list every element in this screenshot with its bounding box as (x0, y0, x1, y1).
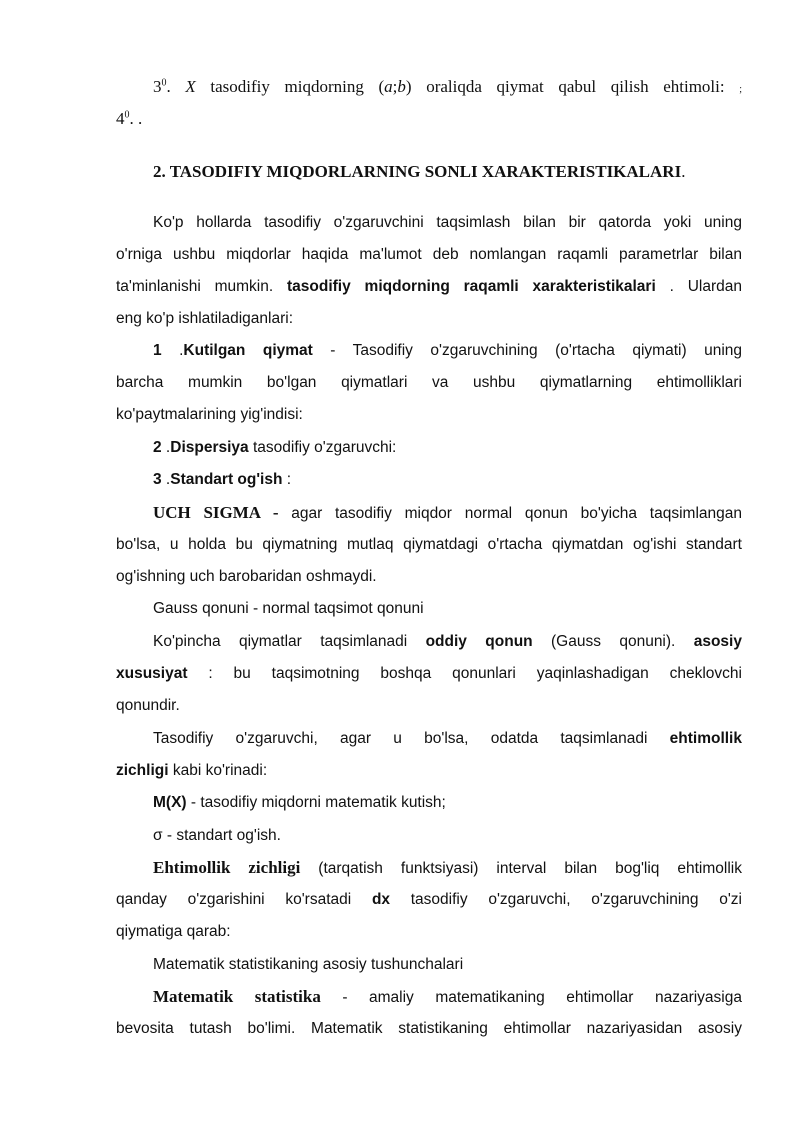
paragraph-1-line-4: eng ko'p ishlatiladiganlari: (116, 310, 294, 327)
paragraph-3-line-1: Tasodifiy o'zgaruvchi, agar u bo'lsa, odatda taqsimlanadi ehtimollik (153, 730, 742, 747)
paragraph-1-line-3: ta'minlanishi mumkin. tasodifiy miqdorning raqamli xarakteristikalari . Ulardan (116, 278, 742, 295)
gauss-law-line: Gauss qonuni - normal taqsimot qonuni (153, 600, 424, 617)
expected-value-term: Kutilgan qiymat (183, 342, 313, 359)
three-sigma-term: UCH SIGMA - (153, 503, 279, 522)
paragraph-4-line-3: qiymatiga qarab: (116, 923, 231, 940)
paragraph-3-line-2: zichligi kabi ko'rinadi: (116, 762, 268, 779)
sigma-symbol: σ (153, 827, 163, 844)
statistics-heading: Matematik statistikaning asosiy tushunchalari (153, 956, 464, 973)
variable-x: X (185, 77, 196, 96)
item-4-line: $4^0$. . (116, 109, 143, 128)
variance-term: Dispersiya (170, 439, 249, 456)
paragraph-4-line-2: qanday o'zgarishini ko'rsatadi dx tasodifiy o'zgaruvchi, o'zgaruvchining o'zi (116, 891, 742, 908)
math-statistics-term: Matematik statistika (153, 987, 321, 1006)
sigma-definition: σ - standart og'ish. (153, 827, 281, 844)
mx-definition: M(X) - tasodifiy miqdorni matematik kutish; (153, 794, 446, 811)
item-1-line-3: ko'paytmalarining yig'indisi: (116, 406, 303, 423)
superscript: 0 (161, 77, 167, 89)
item-3: 3 .Standart og'ish : (153, 471, 292, 488)
standard-deviation-term: Standart og'ish (170, 471, 283, 488)
item-2: 2 .Dispersiya tasodifiy o'zgaruvchi: (153, 439, 397, 456)
paragraph-2-line-2: xususiyat : bu taqsimotning boshqa qonunlari yaqinlashadigan cheklovchi (116, 665, 742, 682)
section-heading: 2. TASODIFIY MIQDORLARNING SONLI XARAKTERISTIKALARI. (153, 162, 686, 181)
three-sigma-line-1: UCH SIGMA - agar tasodifiy miqdor normal qonun bo'yicha taqsimlangan (153, 503, 742, 522)
paragraph-5-line-2: bevosita tutash bo'limi. Matematik statistikaning ehtimollar nazariyasidan asosiy (116, 1020, 742, 1037)
item-number: 3 (153, 77, 162, 96)
three-sigma-line-3: og'ishning uch barobaridan oshmaydi. (116, 568, 377, 585)
paragraph-4-line-1: Ehtimollik zichligi (tarqatish funktsiyasi) interval bilan bog'liq ehtimollik (153, 858, 742, 877)
numeric-characteristics-term: tasodifiy miqdorning raqamli xarakteristikalari (287, 278, 656, 295)
paragraph-1-line-2: o'rniga ushbu miqdorlar haqida ma'lumot deb nomlangan raqamli parametrlar bilan (116, 246, 742, 263)
probability-interval-line: $3^0$. X tasodifiy miqdorning (a;b) oraliqda qiymat qabul qilish ehtimoli: ; (153, 77, 743, 96)
probability-density-term: Ehtimollik zichligi (153, 858, 301, 877)
item-1-line-1: 1 .Kutilgan qiymat - Tasodifiy o'zgaruvchining (o'rtacha qiymati) uning (153, 342, 743, 359)
paragraph-2-line-3: qonundir. (116, 697, 180, 714)
paragraph-2-line-1: Ko'pincha qiymatlar taqsimlanadi oddiy qonun (Gauss qonuni). asosiy (153, 633, 742, 650)
item-1-line-2: barcha mumkin bo'lgan qiymatlari va ushbu qiymatlarning ehtimolliklari (116, 374, 742, 391)
three-sigma-line-2: bo'lsa, u holda bu qiymatning mutlaq qiymatdagi o'rtacha qiymatdan og'ishi standart (116, 536, 742, 553)
paragraph-5-line-1: Matematik statistika - amaliy matematikaning ehtimollar nazariyasiga (153, 987, 742, 1006)
paragraph-1-line-1: Ko'p hollarda tasodifiy o'zgaruvchini taqsimlash bilan bir qatorda yoki uning (153, 214, 742, 231)
